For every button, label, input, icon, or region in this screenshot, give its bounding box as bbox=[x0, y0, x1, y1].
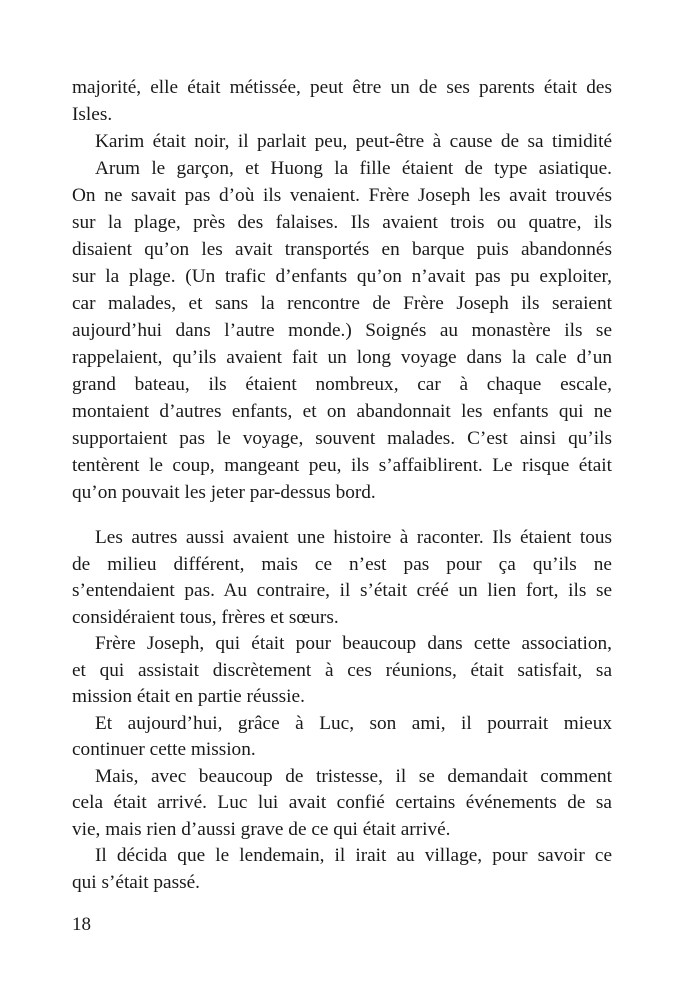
text-line: s’entendaient pas. Au contraire, il s’était créé un lien fort, ils se bbox=[72, 580, 612, 601]
text-section-1 bbox=[72, 74, 612, 506]
text-line: Mais, avec beaucoup de tristesse, il se demandait comment bbox=[95, 765, 612, 787]
text-line: vie, mais rien d’aussi grave de ce qui était arrivé. bbox=[72, 818, 451, 840]
text-line: de milieu différent, mais ce n’est pas pour ça qu’ils ne bbox=[72, 553, 612, 575]
text-line: tentèrent le coup, mangeant peu, ils s’affaiblirent. Le risque était bbox=[72, 455, 612, 476]
text-line: sur la plage. (Un trafic d’enfants qu’on n’avait pas pu exploiter, bbox=[72, 266, 612, 287]
text-line: mission était en partie réussie. bbox=[72, 686, 305, 707]
text-line: majorité, elle était métissée, peut être un de ses parents était des bbox=[72, 77, 612, 98]
text-line: Karim était noir, il parlait peu, peut-être à cause de sa timidité bbox=[95, 131, 612, 152]
text-line: Isles. bbox=[72, 104, 113, 125]
text-line: montaient d’autres enfants, et on abandonnait les enfants qui ne bbox=[72, 401, 612, 422]
text-line: cela était arrivé. Luc lui avait confié certains événements de sa bbox=[72, 792, 612, 813]
text-line: On ne savait pas d’où ils venaient. Frère Joseph les avait trouvés bbox=[72, 185, 612, 206]
text-line: disaient qu’on les avait transportés en barque puis abandonnés bbox=[72, 239, 612, 260]
text-line: sur la plage, près des falaises. Ils avaient trois ou quatre, ils bbox=[72, 212, 612, 233]
text-line: continuer cette mission. bbox=[72, 739, 256, 760]
text-line: rappelaient, qu’ils avaient fait un long voyage dans la cale d’un bbox=[72, 347, 612, 368]
text-line: grand bateau, ils étaient nombreux, car à chaque escale, bbox=[72, 374, 612, 395]
text-line: et qui assistait discrètement à ces réunions, était satisfait, sa bbox=[72, 659, 612, 681]
text-line: qui s’était passé. bbox=[72, 871, 200, 893]
text-line: Arum le garçon, et Huong la fille étaient de type asiatique. bbox=[95, 158, 612, 179]
text-line: car malades, et sans la rencontre de Frère Joseph ils seraient bbox=[72, 293, 612, 314]
text-line: supportaient pas le voyage, souvent malades. C’est ainsi qu’ils bbox=[72, 428, 612, 449]
text-section-2 bbox=[72, 525, 612, 896]
text-line: qu’on pouvait les jeter par-dessus bord. bbox=[72, 482, 376, 503]
text-line: Il décida que le lendemain, il irait au village, pour savoir ce bbox=[95, 845, 612, 866]
text-line: aujourd’hui dans l’autre monde.) Soignés au monastère ils se bbox=[72, 320, 612, 341]
text-line: considéraient tous, frères et sœurs. bbox=[72, 606, 339, 628]
text-line: Les autres aussi avaient une histoire à raconter. Ils étaient tous bbox=[95, 527, 612, 548]
page-number: 18 bbox=[72, 914, 91, 935]
text-line: Frère Joseph, qui était pour beaucoup dans cette association, bbox=[95, 633, 612, 654]
text-line: Et aujourd’hui, grâce à Luc, son ami, il pourrait mieux bbox=[95, 712, 612, 734]
